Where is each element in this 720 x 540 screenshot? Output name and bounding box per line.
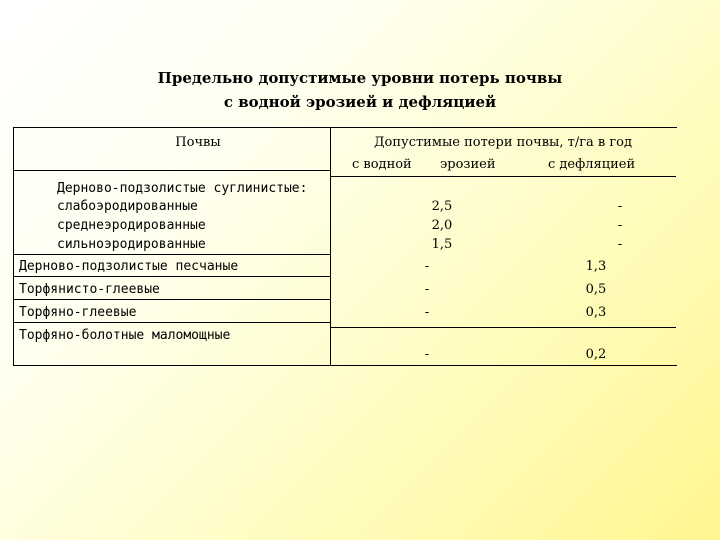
row-divider xyxy=(13,299,331,300)
row-divider xyxy=(13,322,331,323)
deflation-value: 0,2 xyxy=(585,347,607,362)
water-erosion-value: - xyxy=(424,259,430,274)
row-divider xyxy=(13,254,331,255)
soil-name: Торфяно-болотные маломощные xyxy=(19,328,231,343)
header-soils: Почвы xyxy=(175,135,221,150)
water-erosion-value: - xyxy=(424,305,430,320)
header-water-erosion: эрозией xyxy=(440,157,496,172)
soil-name: среднеэродированные xyxy=(57,218,206,233)
water-erosion-value: 2,5 xyxy=(431,199,453,214)
water-erosion-value: 2,0 xyxy=(431,218,453,233)
deflation-value: - xyxy=(617,218,623,233)
group-label: Дерново-подзолистые суглинистые: xyxy=(57,181,308,196)
deflation-value: - xyxy=(617,237,623,252)
row-divider xyxy=(330,327,676,328)
slide-title-line1: Предельно допустимые уровни потерь почвы xyxy=(157,69,563,87)
header-divider xyxy=(330,176,676,177)
water-erosion-value: - xyxy=(424,347,430,362)
header-allowable-losses: Допустимые потери почвы, т/га в год xyxy=(373,135,632,150)
water-erosion-value: - xyxy=(424,282,430,297)
header-deflation: с дефляцией xyxy=(548,157,636,172)
header-water-erosion: с водной xyxy=(352,157,412,172)
water-erosion-value: 1,5 xyxy=(431,237,453,252)
deflation-value: 0,5 xyxy=(585,282,607,297)
column-divider xyxy=(330,127,331,365)
soil-name: Торфяно-глеевые xyxy=(19,305,137,320)
slide-title-line2: с водной эрозией и дефляцией xyxy=(223,93,497,111)
soil-name: слабоэродированные xyxy=(57,199,198,214)
deflation-value: 1,3 xyxy=(585,259,607,274)
soil-name: сильноэродированные xyxy=(57,237,206,252)
deflation-value: - xyxy=(617,199,623,214)
header-divider xyxy=(13,170,331,171)
soil-name: Торфянисто-глеевые xyxy=(19,282,160,297)
soil-name: Дерново-подзолистые песчаные xyxy=(19,259,239,274)
row-divider xyxy=(13,276,331,277)
deflation-value: 0,3 xyxy=(585,305,607,320)
